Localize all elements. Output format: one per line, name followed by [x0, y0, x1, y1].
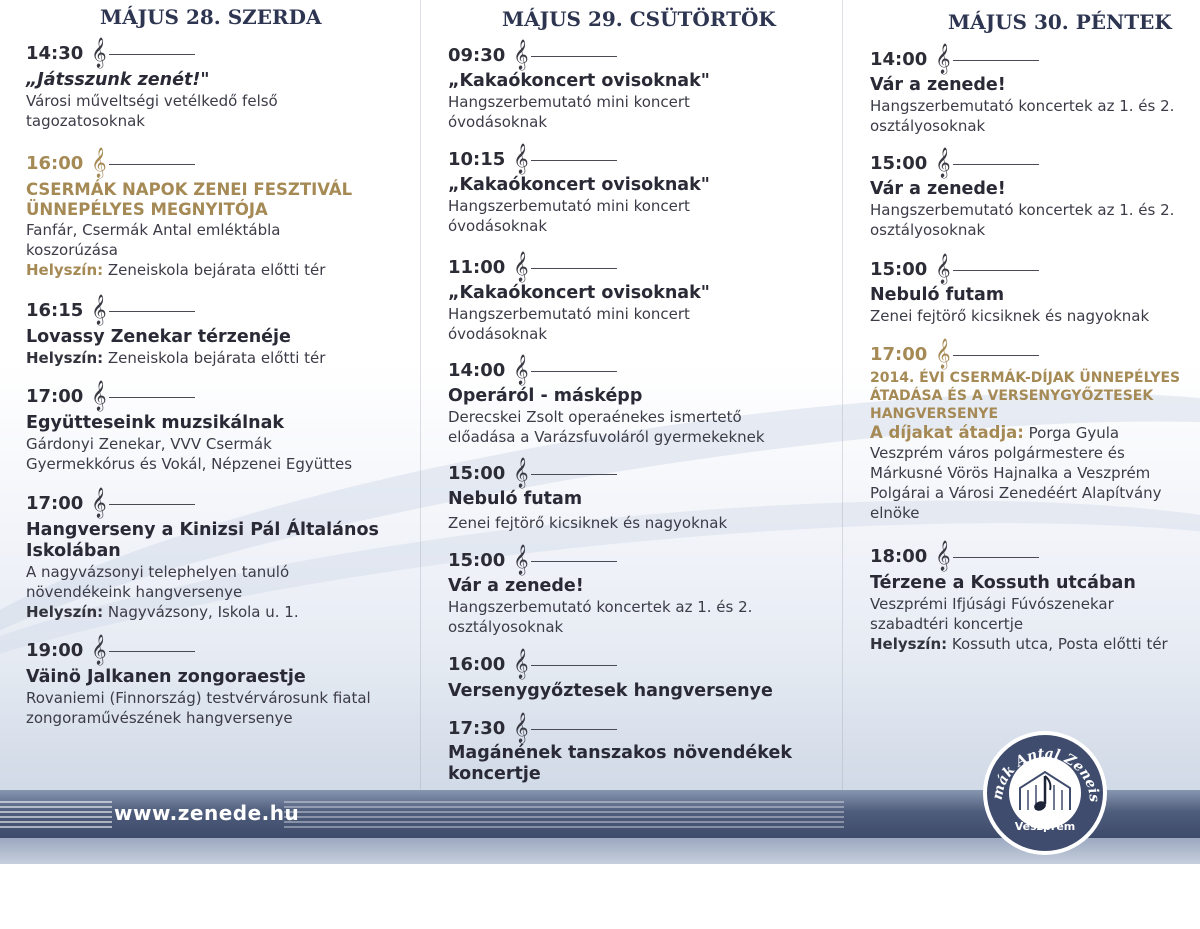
event-desc: előadása a Varázsfuvoláról gyermekeknek [448, 428, 765, 446]
divider [531, 268, 617, 269]
event-item [448, 651, 773, 702]
event-desc: osztályosoknak [448, 618, 564, 636]
event-desc: Veszprém város polgármestere és [870, 444, 1125, 462]
event-title: CSERMÁK NAPOK ZENEI FESZTIVÁL [26, 180, 353, 199]
event-title: Vár a zenede! [448, 576, 584, 596]
school-logo [980, 728, 1110, 858]
divider [109, 311, 195, 312]
treble-clef-icon: 𝄞 [91, 38, 107, 68]
event-time: 16:15 [26, 299, 84, 321]
logo-city: Veszprém [1014, 820, 1076, 833]
divider [531, 56, 617, 57]
event-time: 15:00 [870, 152, 928, 174]
event-title: Vár a zenede! [870, 75, 1006, 95]
event-desc: Polgárai a Városi Zenedéért Alapítvány [870, 484, 1162, 502]
event-time: 17:30 [448, 717, 506, 739]
event-item [870, 256, 1149, 326]
event-item [448, 460, 727, 533]
event-item [870, 46, 1174, 136]
event-desc: Hangszerbemutató koncertek az 1. és 2. [448, 598, 753, 616]
website-url: www.zenede.hu [114, 801, 300, 825]
event-item [448, 357, 765, 447]
treble-clef-icon: 𝄞 [513, 252, 529, 282]
divider [109, 651, 195, 652]
event-item [870, 150, 1174, 240]
divider [531, 371, 617, 372]
award-label: A díjakat átadja: [870, 423, 1024, 442]
event-title: koncertje [448, 764, 541, 784]
event-time: 18:00 [870, 545, 928, 567]
event-desc: koszorúzása [26, 241, 118, 259]
event-title: Väinö Jalkanen zongoraestje [26, 667, 306, 687]
event-time: 10:15 [448, 148, 506, 170]
event-desc: Veszprémi Ifjúsági Fúvószenekar [870, 595, 1114, 613]
event-time: 19:00 [26, 639, 84, 661]
event-item [26, 383, 352, 474]
logo-arc-text: mák Antal Zeneis [989, 745, 1103, 803]
event-title: Vár a zenede! [870, 179, 1006, 199]
event-desc: Hangszerbemutató mini koncert [448, 305, 690, 323]
event-place [26, 260, 352, 280]
event-title: Együtteseink muzsikálnak [26, 413, 285, 433]
divider [531, 729, 617, 730]
decorative-stripes [0, 801, 112, 829]
event-title: Versenygyőztesek hangversenye [448, 681, 773, 701]
event-time: 14:30 [26, 42, 84, 64]
event-desc: szabadtéri koncertje [870, 615, 1024, 633]
event-title: Nebuló futam [870, 285, 1005, 305]
day-title: MÁJUS 29. CSÜTÖRTÖK [502, 7, 776, 31]
treble-clef-icon: 𝄞 [935, 148, 951, 178]
event-desc: Zenei fejtörő kicsiknek és nagyoknak [448, 514, 728, 532]
event-place [26, 602, 379, 622]
divider [109, 164, 195, 165]
treble-clef-icon: 𝄞 [91, 295, 107, 325]
event-title: Iskolában [26, 541, 121, 561]
event-time: 17:00 [870, 343, 928, 365]
event-title: Operáról - másképp [448, 386, 643, 406]
event-time: 11:00 [448, 256, 506, 278]
event-title: Lovassy Zenekar térzenéje [26, 327, 291, 347]
place-value: Kossuth utca, Posta előtti tér [951, 635, 1168, 653]
event-desc: Városi műveltségi vetélkedő felső [26, 92, 278, 110]
event-time: 15:00 [870, 258, 928, 280]
event-title: ÁTADÁSA ÉS A VERSENYGYŐZTESEK [870, 388, 1154, 404]
event-place [26, 348, 325, 368]
treble-clef-icon: 𝄞 [513, 545, 529, 575]
event-desc: Hangszerbemutató koncertek az 1. és 2. [870, 201, 1175, 219]
event-desc: Gárdonyi Zenekar, VVV Csermák [26, 435, 272, 453]
place-label: Helyszín: [870, 635, 948, 653]
event-desc: növendékeink hangversenye [26, 583, 243, 601]
event-desc: Hangszerbemutató koncertek az 1. és 2. [870, 97, 1175, 115]
event-title: „Játsszunk zenét!" [26, 70, 210, 90]
treble-clef-icon: 𝄞 [513, 458, 529, 488]
event-title: Térzene a Kossuth utcában [870, 573, 1136, 593]
divider [531, 474, 617, 475]
day-title: MÁJUS 30. PÉNTEK [948, 10, 1172, 34]
event-item [26, 150, 352, 280]
event-item [448, 547, 752, 637]
event-time: 17:00 [26, 385, 84, 407]
event-desc: óvodásoknak [448, 217, 548, 235]
event-desc: zongoraművészének hangversenye [26, 709, 293, 727]
event-title: „Kakaókoncert ovisoknak" [448, 175, 710, 195]
event-title: Hangverseny a Kinizsi Pál Általános [26, 520, 379, 540]
treble-clef-icon: 𝄞 [935, 254, 951, 284]
event-title: Nebuló futam [448, 489, 583, 509]
event-item [26, 40, 278, 131]
place-value: Nagyvázsony, Iskola u. 1. [107, 603, 299, 621]
event-desc: óvodásoknak [448, 325, 548, 343]
award-name: Porga Gyula [1028, 424, 1120, 442]
event-item [870, 341, 1180, 523]
event-desc: Zenei fejtörő kicsiknek és nagyoknak [870, 307, 1150, 325]
treble-clef-icon: 𝄞 [513, 355, 529, 385]
place-label: Helyszín: [26, 349, 104, 367]
event-desc: Gyermekkórus és Vokál, Népzenei Együttes [26, 455, 353, 473]
event-item [26, 637, 371, 728]
event-item [448, 254, 710, 344]
divider [953, 355, 1039, 356]
event-time: 14:00 [870, 48, 928, 70]
divider [953, 557, 1039, 558]
event-desc: Derecskei Zsolt operaénekes ismertető [448, 408, 742, 426]
divider [953, 60, 1039, 61]
treble-clef-icon: 𝄞 [91, 148, 107, 178]
divider [109, 54, 195, 55]
treble-clef-icon: 𝄞 [91, 381, 107, 411]
place-value: Zeneiskola bejárata előtti tér [107, 349, 326, 367]
place-label: Helyszín: [26, 261, 104, 279]
event-item [26, 297, 325, 368]
treble-clef-icon: 𝄞 [935, 339, 951, 369]
event-desc: A nagyvázsonyi telephelyen tanuló [26, 563, 290, 581]
event-title: „Kakaókoncert ovisoknak" [448, 283, 710, 303]
decorative-stripes [284, 801, 844, 829]
event-time: 16:00 [448, 653, 506, 675]
treble-clef-icon: 𝄞 [935, 541, 951, 571]
day-column-may-30 [870, 0, 1200, 790]
event-title: ÜNNEPÉLYES MEGNYITÓJA [26, 200, 268, 219]
event-title: 2014. ÉVI CSERMÁK-DÍJAK ÜNNEPÉLYES [870, 370, 1181, 386]
event-desc: elnöke [870, 504, 920, 522]
event-item [448, 715, 792, 785]
event-desc: Hangszerbemutató mini koncert [448, 197, 690, 215]
event-item [448, 146, 710, 236]
event-item [870, 543, 1168, 654]
treble-clef-icon: 𝄞 [513, 713, 529, 743]
treble-clef-icon: 𝄞 [91, 635, 107, 665]
event-desc: Rovaniemi (Finnország) testvérvárosunk fiatal [26, 689, 371, 707]
divider [953, 164, 1039, 165]
treble-clef-icon: 𝄞 [513, 649, 529, 679]
event-desc: Fanfár, Csermák Antal emléktábla [26, 221, 281, 239]
divider [531, 160, 617, 161]
event-time: 15:00 [448, 549, 506, 571]
place-label: Helyszín: [26, 603, 104, 621]
event-desc: Hangszerbemutató mini koncert [448, 93, 690, 111]
day-title: MÁJUS 28. SZERDA [100, 5, 322, 29]
divider [953, 270, 1039, 271]
event-desc: osztályosoknak [870, 221, 986, 239]
award-line [870, 423, 1180, 443]
divider [531, 561, 617, 562]
event-time: 09:30 [448, 44, 506, 66]
treble-clef-icon: 𝄞 [513, 40, 529, 70]
divider [109, 397, 195, 398]
place-value: Zeneiskola bejárata előtti tér [107, 261, 326, 279]
fold-line [842, 0, 843, 864]
event-desc: osztályosoknak [870, 117, 986, 135]
event-desc: óvodásoknak [448, 113, 548, 131]
event-time: 15:00 [448, 462, 506, 484]
event-item [26, 490, 379, 622]
event-item [448, 42, 710, 132]
event-time: 16:00 [26, 152, 84, 174]
treble-clef-icon: 𝄞 [513, 144, 529, 174]
event-title: „Kakaókoncert ovisoknak" [448, 71, 710, 91]
event-desc: tagozatosoknak [26, 112, 145, 130]
divider [109, 504, 195, 505]
event-time: 17:00 [26, 492, 84, 514]
event-time: 14:00 [448, 359, 506, 381]
event-desc: Márkusné Vörös Hajnalka a Veszprém [870, 464, 1151, 482]
event-title: Magánének tanszakos növendékek [448, 743, 792, 763]
divider [531, 665, 617, 666]
treble-clef-icon: 𝄞 [935, 44, 951, 74]
treble-clef-icon: 𝄞 [91, 488, 107, 518]
event-title: HANGVERSENYE [870, 406, 999, 422]
event-place [870, 634, 1168, 654]
fold-line [420, 0, 421, 864]
